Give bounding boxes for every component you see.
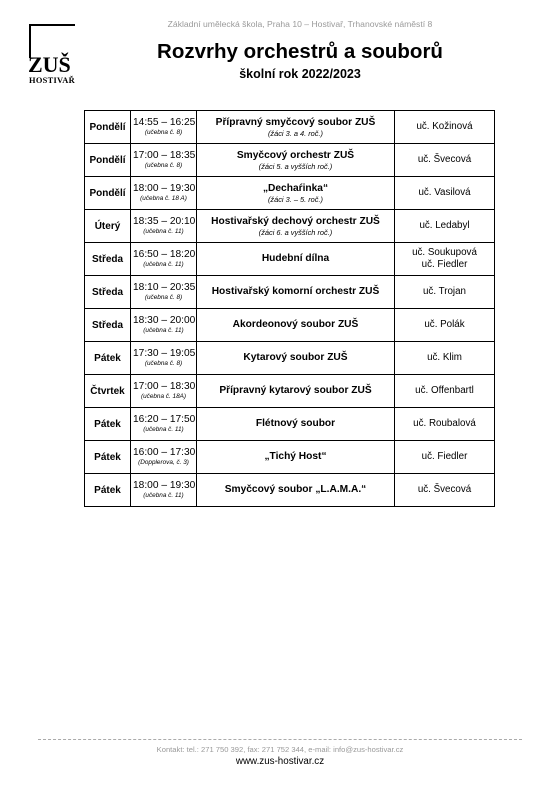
table-row: [85, 111, 495, 144]
room-label: (učebna č. 8): [144, 162, 183, 169]
schedule-table: [84, 110, 495, 507]
logo-sub-text: HOSTIVAŘ: [29, 76, 75, 85]
ensemble-note: (žáci 3. – 5. roč.): [267, 194, 324, 204]
time-cell: [131, 309, 197, 342]
table-row: [85, 441, 495, 474]
table-row: [85, 210, 495, 243]
time-range: 18:00 – 19:30: [133, 183, 196, 194]
ensemble-name: Kytarový soubor ZUŠ: [243, 352, 348, 363]
ensemble-name: Hostivařský dechový orchestr ZUŠ: [211, 215, 380, 227]
ensemble-name: Akordeonový soubor ZUŠ: [232, 319, 359, 330]
day-cell: Pondělí: [85, 177, 131, 210]
room-label: (učebna č. 8): [144, 294, 183, 301]
time-range: 18:00 – 19:30: [133, 480, 196, 491]
time-range: 18:30 – 20:00: [133, 315, 196, 326]
teacher-cell: [395, 375, 495, 408]
day-cell: Pátek: [85, 408, 131, 441]
time-range: 14:55 – 16:25: [133, 117, 196, 128]
ensemble-name: Smyčcový soubor „L.A.M.A.“: [224, 484, 367, 495]
table-row: [85, 342, 495, 375]
teacher-cell: [395, 408, 495, 441]
ensemble-cell: [197, 276, 395, 309]
ensemble-cell: [197, 408, 395, 441]
teacher-name: uč. Fiedler: [421, 259, 468, 270]
day-cell: Pátek: [85, 474, 131, 507]
table-row: [85, 276, 495, 309]
ensemble-cell: [197, 243, 395, 276]
day-cell: Čtvrtek: [85, 375, 131, 408]
room-label: (učebna č. 11): [143, 492, 184, 499]
day-cell: Pondělí: [85, 144, 131, 177]
ensemble-cell: [197, 177, 395, 210]
ensemble-cell: [197, 342, 395, 375]
teacher-name: uč. Kožinová: [416, 121, 473, 132]
ensemble-cell: [197, 111, 395, 144]
time-range: 18:10 – 20:35: [133, 282, 196, 293]
time-cell: [131, 177, 197, 210]
time-range: 17:00 – 18:30: [133, 381, 196, 392]
time-range: 16:50 – 18:20: [133, 249, 196, 260]
teacher-name: uč. Vasilová: [418, 187, 471, 198]
time-cell: [131, 474, 197, 507]
ensemble-cell: [197, 144, 395, 177]
room-label: (učebna č. 18 A): [140, 195, 187, 202]
day-cell: Úterý: [85, 210, 131, 243]
time-cell: [131, 243, 197, 276]
teacher-cell: [395, 441, 495, 474]
ensemble-name: Přípravný kytarový soubor ZUŠ: [219, 385, 372, 396]
day-cell: Středa: [85, 309, 131, 342]
time-range: 17:30 – 19:05: [133, 348, 196, 359]
time-range: 18:35 – 20:10: [133, 216, 196, 227]
room-label: (učebna č. 11): [143, 426, 184, 433]
room-label: (učebna č. 8): [144, 129, 183, 136]
ensemble-cell: [197, 375, 395, 408]
teacher-cell: [395, 474, 495, 507]
ensemble-name: „Tichý Host“: [264, 451, 327, 462]
time-range: 16:20 – 17:50: [133, 414, 196, 425]
teacher-name: uč. Polák: [424, 319, 465, 330]
time-cell: [131, 375, 197, 408]
teacher-name: uč. Soukupová: [412, 247, 477, 258]
ensemble-cell: [197, 309, 395, 342]
ensemble-name: Flétnový soubor: [255, 418, 336, 429]
school-address-line: Základní umělecká škola, Praha 10 – Hostivař, Trhanovské náměstí 8: [167, 19, 433, 29]
ensemble-cell: [197, 474, 395, 507]
day-cell: Pátek: [85, 342, 131, 375]
ensemble-name: „Dechaŕinka“: [262, 182, 329, 194]
time-cell: [131, 210, 197, 243]
teacher-name: uč. Offenbartl: [415, 385, 474, 396]
time-cell: [131, 342, 197, 375]
day-cell: Pátek: [85, 441, 131, 474]
day-cell: Pondělí: [85, 111, 131, 144]
footer-website-link[interactable]: www.zus-hostivar.cz: [235, 756, 325, 767]
room-label: (učebna č. 11): [143, 261, 184, 268]
teacher-name: uč. Švecová: [417, 154, 472, 165]
ensemble-name: Hudební dílna: [261, 253, 330, 264]
teacher-name: uč. Švecová: [417, 484, 472, 495]
page-title: Rozvrhy orchestrů a souborů: [157, 40, 443, 63]
teacher-name: uč. Ledabyl: [419, 220, 470, 231]
table-row: [85, 375, 495, 408]
time-cell: [131, 111, 197, 144]
table-row: [85, 144, 495, 177]
time-range: 16:00 – 17:30: [133, 447, 196, 458]
room-label: (učebna č. 11): [143, 228, 184, 235]
ensemble-cell: [197, 210, 395, 243]
ensemble-note: (žáci 3. a 4. roč.): [267, 128, 324, 138]
teacher-cell: [395, 276, 495, 309]
ensemble-note: (žáci 5. a vyšších roč.): [258, 161, 333, 171]
time-cell: [131, 408, 197, 441]
ensemble-name: Přípravný smyčcový soubor ZUŠ: [215, 116, 376, 128]
day-cell: Středa: [85, 243, 131, 276]
table-row: [85, 408, 495, 441]
page-subtitle: školní rok 2022/2023: [239, 67, 361, 81]
teacher-cell: [395, 177, 495, 210]
table-row: [85, 243, 495, 276]
teacher-cell: [395, 309, 495, 342]
time-cell: [131, 144, 197, 177]
teacher-name: uč. Roubalová: [413, 418, 476, 429]
teacher-name: uč. Fiedler: [421, 451, 468, 462]
teacher-name: uč. Klim: [427, 352, 462, 363]
schedule-body: [85, 111, 495, 507]
day-cell: Středa: [85, 276, 131, 309]
ensemble-cell: [197, 441, 395, 474]
table-row: [85, 474, 495, 507]
footer-contact: Kontakt: tel.: 271 750 392, fax: 271 752 344, e-mail: info@zus-hostivar.cz: [156, 745, 404, 754]
time-cell: [131, 276, 197, 309]
room-label: (učebna č. 11): [143, 327, 184, 334]
teacher-cell: [395, 342, 495, 375]
time-cell: [131, 441, 197, 474]
teacher-cell: [395, 243, 495, 276]
teacher-cell: [395, 210, 495, 243]
footer-divider: [38, 739, 522, 740]
ensemble-name: Smyčcový orchestr ZUŠ: [236, 149, 355, 161]
room-label: (Dopplerova, č. 3): [138, 459, 189, 466]
logo-main-text: ZUŠ: [28, 52, 71, 77]
time-range: 17:00 – 18:35: [133, 150, 196, 161]
table-row: [85, 177, 495, 210]
room-label: (učebna č. 8): [144, 360, 183, 367]
room-label: (učebna č. 18A): [140, 393, 187, 400]
teacher-name: uč. Trojan: [422, 286, 467, 297]
teacher-cell: [395, 144, 495, 177]
ensemble-name: Hostivařský komorní orchestr ZUŠ: [211, 286, 380, 297]
table-row: [85, 309, 495, 342]
teacher-cell: [395, 111, 495, 144]
ensemble-note: (žáci 6. a vyšších roč.): [258, 227, 333, 237]
